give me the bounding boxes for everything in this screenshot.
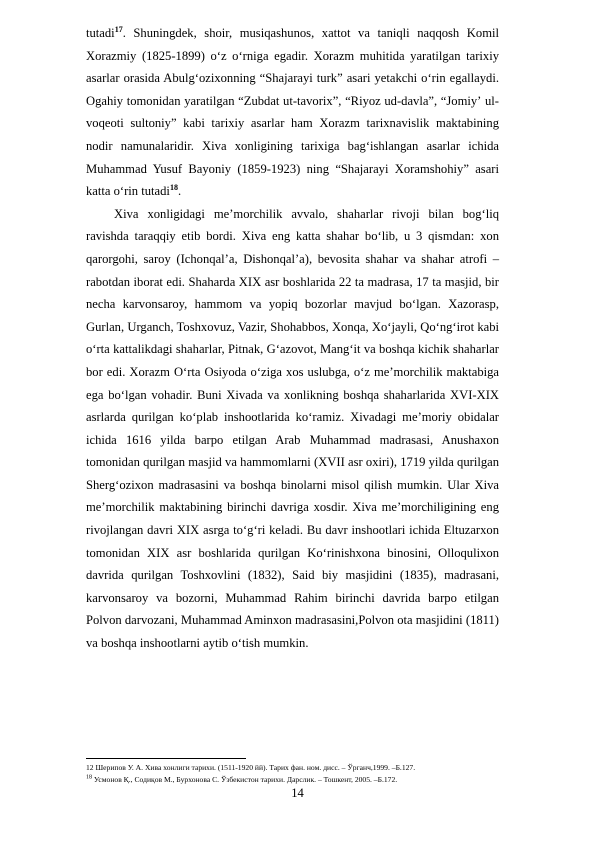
paragraph-text: . Shuningdek, shoir, musiqashunos, xattot va taniqli naqqosh Komil Xorazmiy (1825-1899) oʻz oʻrniga egadir. Xorazm muhitida yaratilgan tarixiy asarlar orasida Abulgʻozixonning “Shajarayi turk” asari yetakchi oʻrin egallaydi. Ogahiy tomonidan yaratilgan “Zubdat ut-tavorix”, “Riyoz ud-davla”, “Jomiyʼ ul-voqeoti sultoniy” kabi tarixiy asarlar ham Xorazm tarixnavislik maktabining nodir namunalaridir. Xiva xonligining tarixiga bagʻishlangan asarlar ichida Muhammad Yusuf Bayoniy (1859-1923) ning “Shajarayi Xoramshohiy” asari katta oʻrin tutadi — [86, 26, 499, 199]
page-number: 14 — [291, 786, 304, 800]
footnote-text: Усмонов Қ., Содиқов М., Бурхонова С. Ўзбекистон тарихи. Дарслик. – Тошкент, 2005. –Б.172. — [92, 775, 398, 784]
footnote-text: 12 Шерипов У. А. Хива хонлиги тарихи. (1511-1920 йй). Тарих фан. ном. дисс. – Ўрганч,1999. –Б.127. — [86, 763, 416, 772]
paragraph-text: . — [177, 184, 182, 199]
paragraph-text: tutadi — [86, 26, 115, 40]
footnote — [86, 774, 499, 786]
footnote-reference[interactable]: 17 — [114, 24, 123, 34]
footnote-reference[interactable]: 18 — [169, 182, 178, 192]
paragraph — [86, 22, 499, 203]
footnote-mark: 18 — [86, 774, 92, 781]
paragraph: Xiva xonligidagi meʼmorchilik avvalo, shaharlar rivoji bilan bogʻliq ravishda taraqqiy etib bordi. Xiva eng katta shahar boʻlib, u 3 qismdan: xon qarorgohi, saroy (Ichonqalʼa, Dishonqalʼa), bevosita shahar va shahar atrofi – rabotdan iborat edi. Shaharda XIX asr boshlarida 22 ta madrasa, 17 ta masjid, bir necha karvonsaroy, hammom va yopiq bozorlar mavjud boʻlgan. Xazorasp, Gurlan, Urganch, Toshxovuz, Vazir, Shohabbos, Xonqa, Xoʻjayli, Qoʻngʻirot kabi oʻrta kattalikdagi shaharlar, Pitnak, Gʻazovot, Mangʻit va boshqa kichik shaharlar bor edi. Xorazm Oʻrta Osiyoda oʻziga xos uslubga, oʻz meʼmorchilik maktabiga ega boʻlgan vohadir. Buni Xivada va xonlikning boshqa shaharlarida XVI-XIX asrlarda qurilgan koʻplab inshootlarida koʻramiz. Xivadagi meʼmoriy obidalar ichida 1616 yilda barpo etilgan Arab Muhammad madrasasi, Anushaxon tomonidan qurilgan masjid va hammomlarni (XVII asr oxiri), 1719 yilda qurilgan Shergʻozixon madrasasini va boshqa binolarni misol qilish mumkin. Ular Xiva meʼmorchilik maktabining birinchi davriga xosdir. Xiva meʼmorchiligining eng rivojlangan davri XIX asrga toʻgʻri keladi. Bu davr inshootlari ichida Eltuzarxon tomonidan XIX asr boshlarida qurilgan Koʻrinishxona binosini, Olloqulixon davrida qurilgan Toshxovlini (1832), Said biy masjidini (1835), madrasani, karvonsaroy va bozorni, Muhammad Rahim birinchi davrida barpo etilgan Polvon darvozani, Muhammad Aminxon madrasasini,Polvon ota masjidini (1811) va boshqa inshootlarni aytib oʻtish mumkin. — [86, 206, 499, 651]
footnotes — [86, 762, 499, 786]
footnote-divider — [86, 758, 246, 759]
footnote — [86, 762, 499, 774]
body-text — [86, 22, 499, 655]
